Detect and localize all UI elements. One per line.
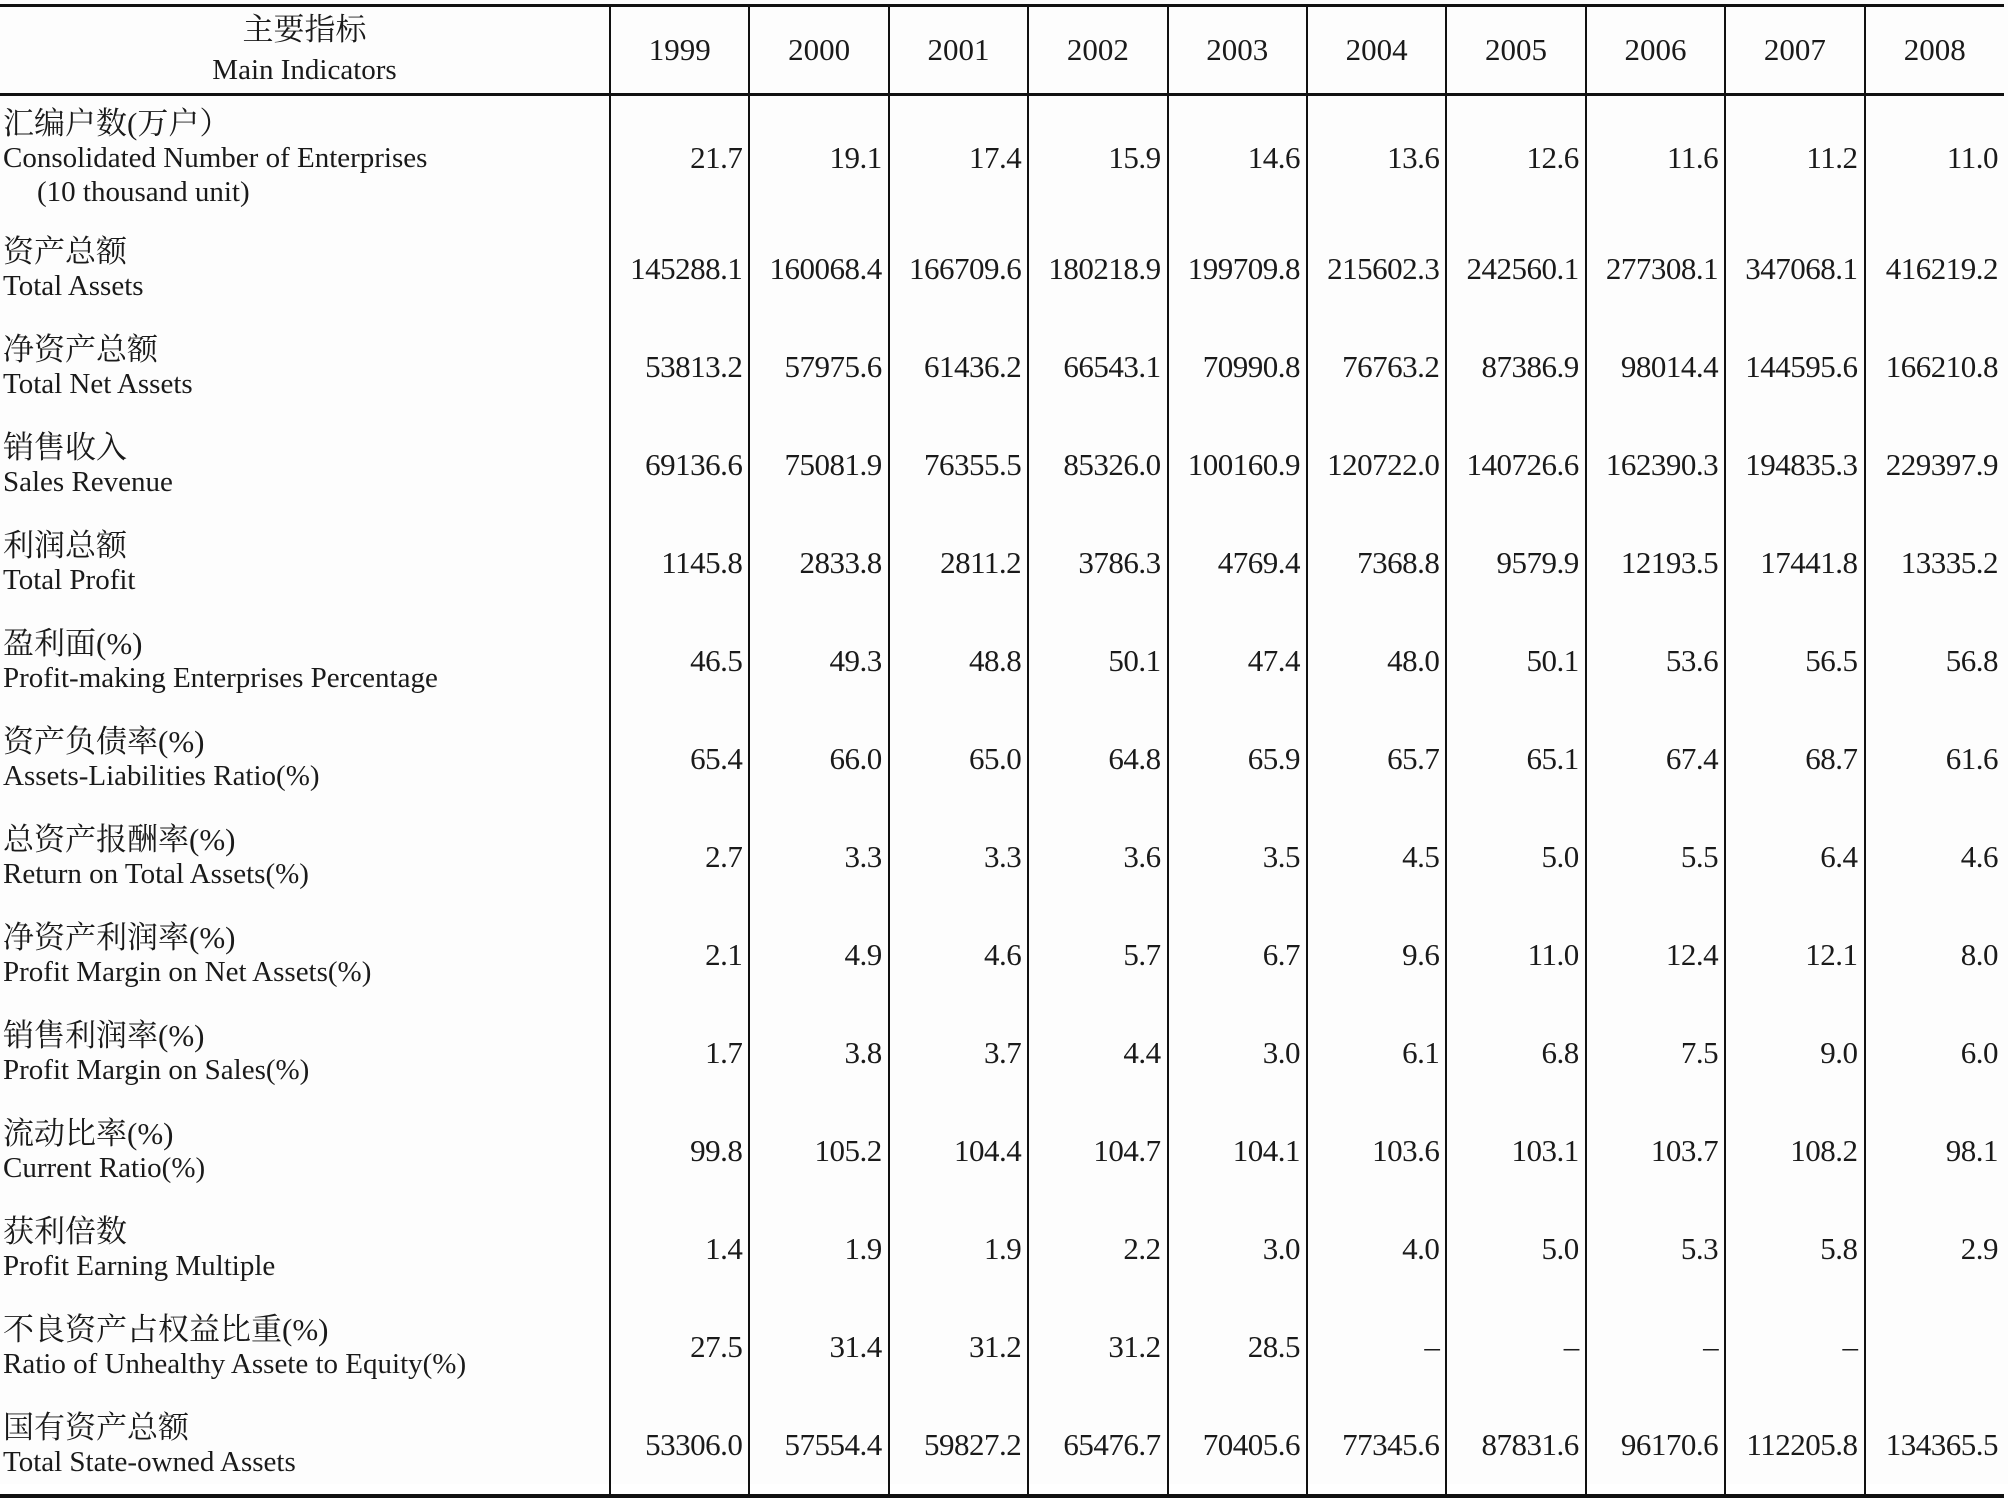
- value-cell: –: [1307, 1298, 1446, 1396]
- indicator-name-en: Profit-making Enterprises Percentage: [3, 662, 438, 694]
- value-cell: 199709.8: [1168, 220, 1307, 318]
- table-row: [0, 808, 2004, 906]
- indicator-column-header: [0, 6, 610, 95]
- value-cell: 70990.8: [1168, 318, 1307, 416]
- value-cell: 162390.3: [1586, 416, 1725, 514]
- header-row: [0, 6, 2004, 95]
- value-cell: 98.1: [1865, 1102, 2004, 1200]
- indicator-name-zh: 净资产利润率(%): [3, 920, 236, 955]
- value-cell: 12.4: [1586, 906, 1725, 1004]
- value-cell: 57975.6: [749, 318, 888, 416]
- value-cell: 1145.8: [610, 514, 749, 612]
- value-cell: 87831.6: [1446, 1396, 1585, 1496]
- indicator-label-cell: [0, 416, 610, 514]
- value-cell: 65.0: [889, 710, 1028, 808]
- value-cell: 12193.5: [1586, 514, 1725, 612]
- value-cell: 76763.2: [1307, 318, 1446, 416]
- indicator-label-cell: [0, 612, 610, 710]
- indicator-name-zh: 流动比率(%): [3, 1116, 174, 1151]
- value-cell: 17.4: [889, 95, 1028, 221]
- indicator-name-en: Profit Margin on Net Assets(%): [3, 956, 372, 988]
- value-cell: 28.5: [1168, 1298, 1307, 1396]
- indicator-label-cell: [0, 1004, 610, 1102]
- year-column-header: 2008: [1865, 6, 2004, 95]
- indicator-name-zh: 总资产报酬率(%): [3, 822, 236, 857]
- indicator-name-zh: 销售收入: [3, 430, 127, 465]
- year-column-header: 2001: [889, 6, 1028, 95]
- value-cell: 100160.9: [1168, 416, 1307, 514]
- table-row: [0, 1004, 2004, 1102]
- value-cell: 65.9: [1168, 710, 1307, 808]
- value-cell: 1.9: [889, 1200, 1028, 1298]
- value-cell: 5.5: [1586, 808, 1725, 906]
- value-cell: 2811.2: [889, 514, 1028, 612]
- indicator-name-en: Assets-Liabilities Ratio(%): [3, 760, 320, 792]
- value-cell: 8.0: [1865, 906, 2004, 1004]
- value-cell: 56.8: [1865, 612, 2004, 710]
- value-cell: 5.8: [1725, 1200, 1864, 1298]
- value-cell: 103.7: [1586, 1102, 1725, 1200]
- indicator-label-cell: [0, 906, 610, 1004]
- value-cell: 144595.6: [1725, 318, 1864, 416]
- indicator-name-zh: 获利倍数: [3, 1214, 127, 1249]
- year-column-header: 2006: [1586, 6, 1725, 95]
- indicator-name-zh: 净资产总额: [3, 332, 158, 367]
- value-cell: 215602.3: [1307, 220, 1446, 318]
- value-cell: 347068.1: [1725, 220, 1864, 318]
- value-cell: 9579.9: [1446, 514, 1585, 612]
- value-cell: 49.3: [749, 612, 888, 710]
- indicator-label-cell: [0, 95, 610, 221]
- table-row: [0, 95, 2004, 221]
- value-cell: 4769.4: [1168, 514, 1307, 612]
- value-cell: –: [1446, 1298, 1585, 1396]
- main-indicators-table: [0, 4, 2004, 1498]
- year-column-header: 2004: [1307, 6, 1446, 95]
- value-cell: 68.7: [1725, 710, 1864, 808]
- value-cell: 7368.8: [1307, 514, 1446, 612]
- indicator-name-en: Ratio of Unhealthy Assete to Equity(%): [3, 1348, 467, 1380]
- value-cell: 120722.0: [1307, 416, 1446, 514]
- value-cell: 65476.7: [1028, 1396, 1167, 1496]
- value-cell: 31.2: [1028, 1298, 1167, 1396]
- value-cell: 105.2: [749, 1102, 888, 1200]
- indicator-name-zh: 不良资产占权益比重(%): [3, 1312, 329, 1347]
- value-cell: 65.7: [1307, 710, 1446, 808]
- value-cell: 5.7: [1028, 906, 1167, 1004]
- value-cell: 99.8: [610, 1102, 749, 1200]
- year-column-header: 2000: [749, 6, 888, 95]
- indicator-label-cell: [0, 318, 610, 416]
- value-cell: 3.0: [1168, 1004, 1307, 1102]
- value-cell: [1865, 1298, 2004, 1396]
- value-cell: 57554.4: [749, 1396, 888, 1496]
- value-cell: 2833.8: [749, 514, 888, 612]
- indicator-name-zh: 汇编户数(万户）: [3, 106, 231, 141]
- value-cell: 3.7: [889, 1004, 1028, 1102]
- value-cell: 53.6: [1586, 612, 1725, 710]
- value-cell: 5.3: [1586, 1200, 1725, 1298]
- value-cell: 61.6: [1865, 710, 2004, 808]
- value-cell: 1.4: [610, 1200, 749, 1298]
- value-cell: 17441.8: [1725, 514, 1864, 612]
- value-cell: 2.9: [1865, 1200, 2004, 1298]
- value-cell: 166210.8: [1865, 318, 2004, 416]
- year-column-header: 1999: [610, 6, 749, 95]
- value-cell: 104.1: [1168, 1102, 1307, 1200]
- value-cell: 21.7: [610, 95, 749, 221]
- value-cell: 4.4: [1028, 1004, 1167, 1102]
- indicator-name-en: Total Assets: [3, 270, 144, 302]
- table-row: [0, 710, 2004, 808]
- value-cell: 27.5: [610, 1298, 749, 1396]
- indicator-name-en: Profit Margin on Sales(%): [3, 1054, 310, 1086]
- value-cell: 9.0: [1725, 1004, 1864, 1102]
- indicator-label-cell: [0, 808, 610, 906]
- table-row: [0, 1298, 2004, 1396]
- value-cell: 4.9: [749, 906, 888, 1004]
- value-cell: 50.1: [1446, 612, 1585, 710]
- indicator-name-zh: 利润总额: [3, 528, 127, 563]
- value-cell: 5.0: [1446, 808, 1585, 906]
- value-cell: 66.0: [749, 710, 888, 808]
- indicator-label-cell: [0, 1298, 610, 1396]
- indicator-label-cell: [0, 1102, 610, 1200]
- value-cell: 416219.2: [1865, 220, 2004, 318]
- indicator-label-cell: [0, 220, 610, 318]
- indicator-name-zh: 盈利面(%): [3, 626, 143, 661]
- value-cell: 13335.2: [1865, 514, 2004, 612]
- value-cell: 103.1: [1446, 1102, 1585, 1200]
- value-cell: 67.4: [1586, 710, 1725, 808]
- value-cell: 180218.9: [1028, 220, 1167, 318]
- indicator-name-zh: 资产总额: [3, 234, 127, 269]
- value-cell: 3.8: [749, 1004, 888, 1102]
- value-cell: 145288.1: [610, 220, 749, 318]
- value-cell: 13.6: [1307, 95, 1446, 221]
- value-cell: 4.6: [1865, 808, 2004, 906]
- value-cell: 69136.6: [610, 416, 749, 514]
- value-cell: 1.9: [749, 1200, 888, 1298]
- value-cell: 7.5: [1586, 1004, 1725, 1102]
- value-cell: 112205.8: [1725, 1396, 1864, 1496]
- value-cell: –: [1725, 1298, 1864, 1396]
- table-row: [0, 1200, 2004, 1298]
- value-cell: 15.9: [1028, 95, 1167, 221]
- indicator-label-cell: [0, 1200, 610, 1298]
- value-cell: 31.2: [889, 1298, 1028, 1396]
- value-cell: 70405.6: [1168, 1396, 1307, 1496]
- value-cell: 166709.6: [889, 220, 1028, 318]
- value-cell: 12.6: [1446, 95, 1585, 221]
- year-column-header: 2005: [1446, 6, 1585, 95]
- value-cell: 3.6: [1028, 808, 1167, 906]
- value-cell: 4.0: [1307, 1200, 1446, 1298]
- indicator-name-en: Total Net Assets: [3, 368, 193, 400]
- table-row: [0, 514, 2004, 612]
- value-cell: 104.4: [889, 1102, 1028, 1200]
- value-cell: 14.6: [1168, 95, 1307, 221]
- year-column-header: 2007: [1725, 6, 1864, 95]
- table-row: [0, 906, 2004, 1004]
- value-cell: 76355.5: [889, 416, 1028, 514]
- value-cell: 103.6: [1307, 1102, 1446, 1200]
- value-cell: 3786.3: [1028, 514, 1167, 612]
- value-cell: 65.4: [610, 710, 749, 808]
- table-row: [0, 318, 2004, 416]
- year-column-header: 2002: [1028, 6, 1167, 95]
- indicator-name-en: Current Ratio(%): [3, 1152, 206, 1184]
- value-cell: 61436.2: [889, 318, 1028, 416]
- year-column-header: 2003: [1168, 6, 1307, 95]
- value-cell: 11.6: [1586, 95, 1725, 221]
- value-cell: 47.4: [1168, 612, 1307, 710]
- value-cell: 2.7: [610, 808, 749, 906]
- indicator-name-en: Total Profit: [3, 564, 136, 596]
- indicator-unit-en: (10 thousand unit): [37, 176, 250, 208]
- value-cell: 3.3: [749, 808, 888, 906]
- value-cell: 77345.6: [1307, 1396, 1446, 1496]
- value-cell: 64.8: [1028, 710, 1167, 808]
- value-cell: 48.8: [889, 612, 1028, 710]
- value-cell: 104.7: [1028, 1102, 1167, 1200]
- value-cell: 98014.4: [1586, 318, 1725, 416]
- value-cell: –: [1586, 1298, 1725, 1396]
- value-cell: 2.1: [610, 906, 749, 1004]
- value-cell: 3.5: [1168, 808, 1307, 906]
- value-cell: 66543.1: [1028, 318, 1167, 416]
- value-cell: 59827.2: [889, 1396, 1028, 1496]
- table-row: [0, 416, 2004, 514]
- indicator-name-en: Consolidated Number of Enterprises: [3, 142, 428, 174]
- value-cell: 53306.0: [610, 1396, 749, 1496]
- value-cell: 6.8: [1446, 1004, 1585, 1102]
- value-cell: 160068.4: [749, 220, 888, 318]
- table-header: [0, 6, 2004, 95]
- value-cell: 6.4: [1725, 808, 1864, 906]
- header-label-zh: 主要指标: [242, 12, 367, 47]
- value-cell: 87386.9: [1446, 318, 1585, 416]
- value-cell: 4.5: [1307, 808, 1446, 906]
- indicator-name-zh: 销售利润率(%): [3, 1018, 205, 1053]
- value-cell: 48.0: [1307, 612, 1446, 710]
- value-cell: 53813.2: [610, 318, 749, 416]
- value-cell: 19.1: [749, 95, 888, 221]
- value-cell: 140726.6: [1446, 416, 1585, 514]
- value-cell: 56.5: [1725, 612, 1864, 710]
- indicator-label-cell: [0, 710, 610, 808]
- value-cell: 75081.9: [749, 416, 888, 514]
- table-row: [0, 220, 2004, 318]
- value-cell: 277308.1: [1586, 220, 1725, 318]
- value-cell: 11.0: [1446, 906, 1585, 1004]
- value-cell: 85326.0: [1028, 416, 1167, 514]
- value-cell: 65.1: [1446, 710, 1585, 808]
- table-row: [0, 1102, 2004, 1200]
- value-cell: 6.1: [1307, 1004, 1446, 1102]
- indicator-name-en: Sales Revenue: [3, 466, 173, 498]
- value-cell: 11.0: [1865, 95, 2004, 221]
- value-cell: 1.7: [610, 1004, 749, 1102]
- indicator-name-en: Total State-owned Assets: [3, 1446, 296, 1478]
- value-cell: 194835.3: [1725, 416, 1864, 514]
- value-cell: 3.0: [1168, 1200, 1307, 1298]
- value-cell: 134365.5: [1865, 1396, 2004, 1496]
- table-body: [0, 95, 2004, 1497]
- value-cell: 108.2: [1725, 1102, 1864, 1200]
- value-cell: 229397.9: [1865, 416, 2004, 514]
- value-cell: 50.1: [1028, 612, 1167, 710]
- value-cell: 2.2: [1028, 1200, 1167, 1298]
- value-cell: 11.2: [1725, 95, 1864, 221]
- value-cell: 6.0: [1865, 1004, 2004, 1102]
- value-cell: 46.5: [610, 612, 749, 710]
- indicator-label-cell: [0, 1396, 610, 1496]
- indicator-label-cell: [0, 514, 610, 612]
- table-row: [0, 1396, 2004, 1496]
- table-row: [0, 612, 2004, 710]
- value-cell: 96170.6: [1586, 1396, 1725, 1496]
- indicator-name-zh: 国有资产总额: [3, 1410, 189, 1445]
- value-cell: 12.1: [1725, 906, 1864, 1004]
- value-cell: 5.0: [1446, 1200, 1585, 1298]
- header-label-en: Main Indicators: [212, 54, 397, 86]
- indicator-name-en: Return on Total Assets(%): [3, 858, 309, 890]
- value-cell: 9.6: [1307, 906, 1446, 1004]
- indicator-name-zh: 资产负债率(%): [3, 724, 205, 759]
- value-cell: 4.6: [889, 906, 1028, 1004]
- value-cell: 3.3: [889, 808, 1028, 906]
- value-cell: 31.4: [749, 1298, 888, 1396]
- value-cell: 6.7: [1168, 906, 1307, 1004]
- value-cell: 242560.1: [1446, 220, 1585, 318]
- indicator-name-en: Profit Earning Multiple: [3, 1250, 276, 1282]
